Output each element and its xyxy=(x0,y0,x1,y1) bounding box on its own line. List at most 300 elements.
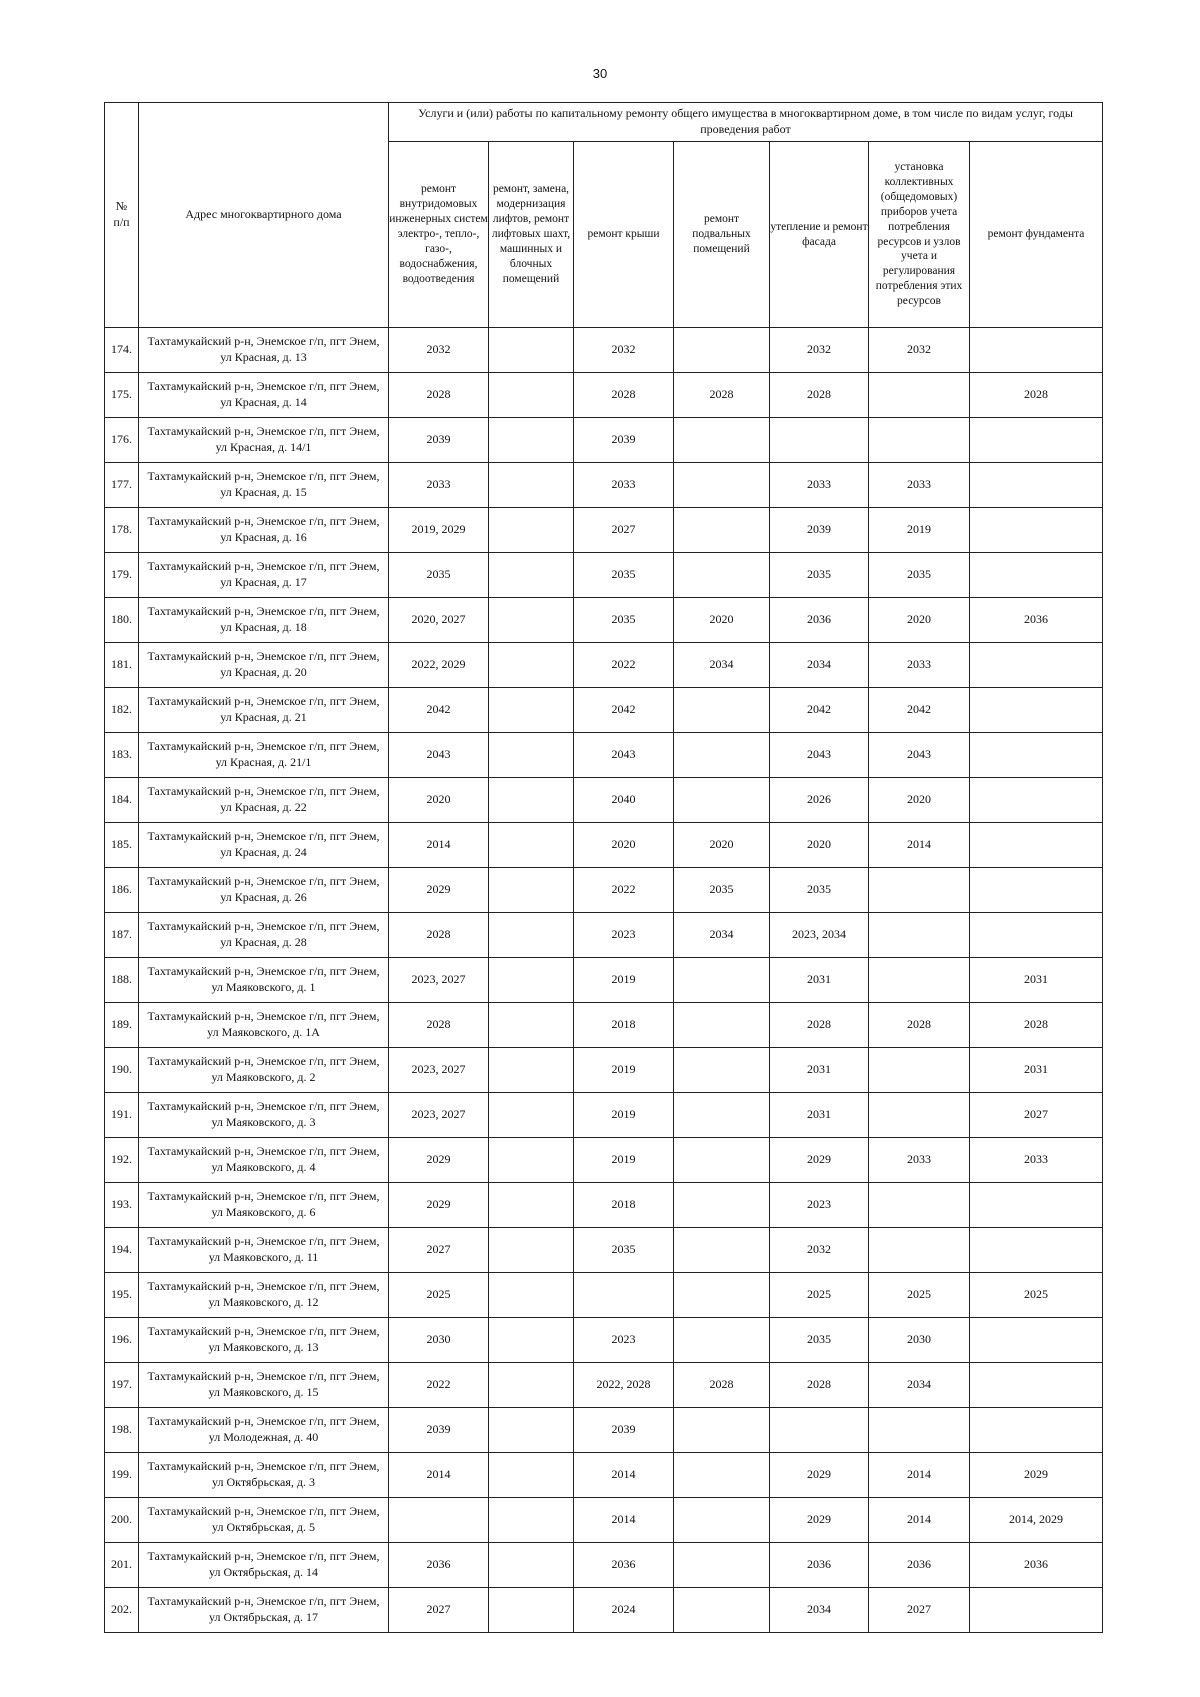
cell-foundation xyxy=(970,553,1103,598)
table-row xyxy=(105,733,1103,778)
cell-elevators xyxy=(489,1003,574,1048)
cell-meters: 2020 xyxy=(869,598,970,643)
address-line-street: ул Красная, д. 15 xyxy=(220,485,307,499)
cell-foundation xyxy=(970,1228,1103,1273)
cell-engineering-systems: 2029 xyxy=(389,1138,489,1183)
row-address xyxy=(139,418,389,463)
cell-facade: 2028 xyxy=(770,1363,869,1408)
cell-basement xyxy=(674,1048,770,1093)
cell-meters: 2019 xyxy=(869,508,970,553)
cell-elevators xyxy=(489,1183,574,1228)
address-line-district: Тахтамукайский р-н, Энемское г/п, пгт Энем, xyxy=(147,1414,380,1429)
address-line-district: Тахтамукайский р-н, Энемское г/п, пгт Энем, xyxy=(147,1369,380,1384)
column-header-foundation: ремонт фундамента xyxy=(970,142,1103,328)
cell-roof: 2040 xyxy=(574,778,674,823)
address-line-district: Тахтамукайский р-н, Энемское г/п, пгт Энем, xyxy=(147,1459,380,1474)
address-line-street: ул Красная, д. 28 xyxy=(220,935,307,949)
cell-roof: 2027 xyxy=(574,508,674,553)
cell-meters: 2014 xyxy=(869,1498,970,1543)
cell-facade: 2032 xyxy=(770,328,869,373)
row-number: 185. xyxy=(105,823,139,868)
cell-elevators xyxy=(489,733,574,778)
cell-meters: 2014 xyxy=(869,823,970,868)
address-line-street: ул Октябрьская, д. 17 xyxy=(209,1610,318,1624)
cell-engineering-systems: 2029 xyxy=(389,868,489,913)
address-line-district: Тахтамукайский р-н, Энемское г/п, пгт Энем, xyxy=(147,1144,380,1159)
cell-foundation xyxy=(970,643,1103,688)
column-header-roof: ремонт крыши xyxy=(574,142,674,328)
cell-basement xyxy=(674,1453,770,1498)
cell-roof: 2035 xyxy=(574,553,674,598)
row-address xyxy=(139,1453,389,1498)
cell-facade: 2035 xyxy=(770,868,869,913)
cell-meters xyxy=(869,373,970,418)
cell-foundation xyxy=(970,1183,1103,1228)
cell-basement xyxy=(674,418,770,463)
cell-foundation: 2031 xyxy=(970,958,1103,1003)
row-address xyxy=(139,1093,389,1138)
cell-elevators xyxy=(489,1273,574,1318)
cell-meters: 2035 xyxy=(869,553,970,598)
address-line-street: ул Красная, д. 16 xyxy=(220,530,307,544)
cell-roof: 2039 xyxy=(574,418,674,463)
cell-facade: 2029 xyxy=(770,1498,869,1543)
address-line-district: Тахтамукайский р-н, Энемское г/п, пгт Энем, xyxy=(147,1009,380,1024)
row-number: 193. xyxy=(105,1183,139,1228)
cell-meters: 2014 xyxy=(869,1453,970,1498)
table-row xyxy=(105,1543,1103,1588)
address-line-street: ул Маяковского, д. 2 xyxy=(211,1070,316,1084)
cell-roof: 2019 xyxy=(574,1048,674,1093)
cell-foundation xyxy=(970,1363,1103,1408)
column-header-basement: ремонт подвальных помещений xyxy=(674,142,770,328)
address-line-district: Тахтамукайский р-н, Энемское г/п, пгт Энем, xyxy=(147,649,380,664)
cell-basement: 2034 xyxy=(674,913,770,958)
cell-basement xyxy=(674,1183,770,1228)
address-line-street: ул Красная, д. 18 xyxy=(220,620,307,634)
address-line-street: ул Красная, д. 20 xyxy=(220,665,307,679)
cell-foundation xyxy=(970,1318,1103,1363)
cell-basement xyxy=(674,1273,770,1318)
cell-roof: 2022 xyxy=(574,643,674,688)
row-number: 179. xyxy=(105,553,139,598)
cell-facade: 2034 xyxy=(770,1588,869,1633)
cell-foundation xyxy=(970,418,1103,463)
cell-foundation: 2031 xyxy=(970,1048,1103,1093)
cell-facade: 2020 xyxy=(770,823,869,868)
address-line-district: Тахтамукайский р-н, Энемское г/п, пгт Энем, xyxy=(147,424,380,439)
cell-basement: 2020 xyxy=(674,598,770,643)
row-address xyxy=(139,1048,389,1093)
cell-facade: 2036 xyxy=(770,598,869,643)
address-line-district: Тахтамукайский р-н, Энемское г/п, пгт Энем, xyxy=(147,559,380,574)
cell-basement xyxy=(674,1408,770,1453)
cell-basement xyxy=(674,553,770,598)
cell-facade: 2023 xyxy=(770,1183,869,1228)
cell-meters: 2025 xyxy=(869,1273,970,1318)
cell-foundation: 2033 xyxy=(970,1138,1103,1183)
cell-engineering-systems: 2014 xyxy=(389,1453,489,1498)
table-row xyxy=(105,868,1103,913)
cell-facade: 2029 xyxy=(770,1453,869,1498)
cell-meters xyxy=(869,958,970,1003)
row-address xyxy=(139,1228,389,1273)
address-line-district: Тахтамукайский р-н, Энемское г/п, пгт Энем, xyxy=(147,604,380,619)
cell-engineering-systems: 2020, 2027 xyxy=(389,598,489,643)
address-line-street: ул Красная, д. 22 xyxy=(220,800,307,814)
address-line-district: Тахтамукайский р-н, Энемское г/п, пгт Энем, xyxy=(147,334,380,349)
cell-facade: 2026 xyxy=(770,778,869,823)
cell-elevators xyxy=(489,1318,574,1363)
table-row xyxy=(105,1228,1103,1273)
cell-roof: 2033 xyxy=(574,463,674,508)
cell-meters: 2042 xyxy=(869,688,970,733)
row-number: 178. xyxy=(105,508,139,553)
table-header xyxy=(105,103,1103,328)
row-number: 190. xyxy=(105,1048,139,1093)
address-line-street: ул Красная, д. 21 xyxy=(220,710,307,724)
address-line-district: Тахтамукайский р-н, Энемское г/п, пгт Энем, xyxy=(147,694,380,709)
table-row xyxy=(105,1408,1103,1453)
table-row xyxy=(105,418,1103,463)
table-row xyxy=(105,1588,1103,1633)
cell-facade xyxy=(770,1408,869,1453)
cell-facade xyxy=(770,418,869,463)
cell-basement xyxy=(674,1498,770,1543)
row-address xyxy=(139,328,389,373)
cell-foundation xyxy=(970,1588,1103,1633)
cell-meters xyxy=(869,418,970,463)
cell-engineering-systems: 2023, 2027 xyxy=(389,1048,489,1093)
cell-roof: 2032 xyxy=(574,328,674,373)
cell-meters xyxy=(869,1093,970,1138)
address-line-street: ул Маяковского, д. 15 xyxy=(208,1385,319,1399)
cell-engineering-systems: 2022, 2029 xyxy=(389,643,489,688)
row-address xyxy=(139,598,389,643)
cell-meters: 2032 xyxy=(869,328,970,373)
table-row xyxy=(105,1498,1103,1543)
table-row xyxy=(105,1093,1103,1138)
cell-meters xyxy=(869,1048,970,1093)
row-address xyxy=(139,778,389,823)
row-number: 195. xyxy=(105,1273,139,1318)
cell-meters xyxy=(869,913,970,958)
address-line-street: ул Маяковского, д. 1А xyxy=(207,1025,320,1039)
column-header-elevators: ремонт, замена, модернизация лифтов, ремонт лифтовых шахт, машинных и блочных помещений xyxy=(489,142,574,328)
table-row xyxy=(105,958,1103,1003)
cell-basement xyxy=(674,1228,770,1273)
row-address xyxy=(139,823,389,868)
table-row xyxy=(105,1453,1103,1498)
address-line-street: ул Красная, д. 24 xyxy=(220,845,307,859)
cell-facade: 2042 xyxy=(770,688,869,733)
row-address xyxy=(139,1363,389,1408)
cell-foundation xyxy=(970,508,1103,553)
cell-roof: 2019 xyxy=(574,1093,674,1138)
cell-roof: 2024 xyxy=(574,1588,674,1633)
cell-foundation: 2028 xyxy=(970,373,1103,418)
cell-basement xyxy=(674,778,770,823)
cell-roof: 2022, 2028 xyxy=(574,1363,674,1408)
cell-engineering-systems: 2027 xyxy=(389,1588,489,1633)
cell-roof: 2036 xyxy=(574,1543,674,1588)
cell-foundation: 2027 xyxy=(970,1093,1103,1138)
cell-meters xyxy=(869,1408,970,1453)
cell-roof: 2020 xyxy=(574,823,674,868)
cell-facade: 2036 xyxy=(770,1543,869,1588)
cell-roof: 2014 xyxy=(574,1498,674,1543)
table-row xyxy=(105,463,1103,508)
table-row xyxy=(105,328,1103,373)
cell-facade: 2032 xyxy=(770,1228,869,1273)
cell-meters: 2028 xyxy=(869,1003,970,1048)
row-address xyxy=(139,1318,389,1363)
cell-roof xyxy=(574,1273,674,1318)
column-header-engineering-systems: ремонт внутридомовых инженерных систем электро-, тепло-, газо-, водоснабжения, водоотведения xyxy=(389,142,489,328)
cell-meters xyxy=(869,1183,970,1228)
table-row xyxy=(105,598,1103,643)
cell-engineering-systems: 2014 xyxy=(389,823,489,868)
cell-facade: 2043 xyxy=(770,733,869,778)
address-line-district: Тахтамукайский р-н, Энемское г/п, пгт Энем, xyxy=(147,1594,380,1609)
cell-roof: 2023 xyxy=(574,913,674,958)
cell-meters: 2027 xyxy=(869,1588,970,1633)
table-row xyxy=(105,1363,1103,1408)
row-address xyxy=(139,1498,389,1543)
address-line-district: Тахтамукайский р-н, Энемское г/п, пгт Энем, xyxy=(147,1324,380,1339)
table-row xyxy=(105,1048,1103,1093)
cell-foundation: 2029 xyxy=(970,1453,1103,1498)
cell-elevators xyxy=(489,913,574,958)
address-line-district: Тахтамукайский р-н, Энемское г/п, пгт Энем, xyxy=(147,964,380,979)
cell-elevators xyxy=(489,1543,574,1588)
cell-roof: 2023 xyxy=(574,1318,674,1363)
address-line-street: ул Маяковского, д. 6 xyxy=(211,1205,316,1219)
address-line-street: ул Октябрьская, д. 3 xyxy=(212,1475,315,1489)
cell-elevators xyxy=(489,688,574,733)
cell-engineering-systems: 2033 xyxy=(389,463,489,508)
cell-meters: 2020 xyxy=(869,778,970,823)
address-line-district: Тахтамукайский р-н, Энемское г/п, пгт Энем, xyxy=(147,1279,380,1294)
cell-elevators xyxy=(489,598,574,643)
row-number: 180. xyxy=(105,598,139,643)
table-row xyxy=(105,1273,1103,1318)
table-row xyxy=(105,1138,1103,1183)
cell-roof: 2043 xyxy=(574,733,674,778)
address-line-street: ул Октябрьская, д. 14 xyxy=(209,1565,318,1579)
cell-basement xyxy=(674,1138,770,1183)
cell-basement: 2020 xyxy=(674,823,770,868)
cell-elevators xyxy=(489,418,574,463)
row-number: 188. xyxy=(105,958,139,1003)
cell-facade: 2028 xyxy=(770,1003,869,1048)
cell-facade: 2031 xyxy=(770,1048,869,1093)
row-number: 174. xyxy=(105,328,139,373)
cell-foundation: 2036 xyxy=(970,1543,1103,1588)
row-address xyxy=(139,1588,389,1633)
cell-roof: 2028 xyxy=(574,373,674,418)
column-header-meters: установка коллективных (общедомовых) приборов учета потребления ресурсов и узлов учета и регулирования потребления этих ресурсов xyxy=(869,142,970,328)
cell-foundation: 2014, 2029 xyxy=(970,1498,1103,1543)
cell-roof: 2022 xyxy=(574,868,674,913)
cell-engineering-systems: 2028 xyxy=(389,913,489,958)
cell-basement xyxy=(674,328,770,373)
cell-elevators xyxy=(489,1408,574,1453)
address-line-district: Тахтамукайский р-н, Энемское г/п, пгт Энем, xyxy=(147,874,380,889)
capital-repair-table xyxy=(104,102,1103,1633)
address-line-district: Тахтамукайский р-н, Энемское г/п, пгт Энем, xyxy=(147,469,380,484)
row-address xyxy=(139,1003,389,1048)
cell-elevators xyxy=(489,643,574,688)
address-line-district: Тахтамукайский р-н, Энемское г/п, пгт Энем, xyxy=(147,379,380,394)
cell-engineering-systems xyxy=(389,1498,489,1543)
cell-facade: 2028 xyxy=(770,373,869,418)
number-column-header xyxy=(105,103,139,328)
table-body xyxy=(105,328,1103,1633)
cell-roof: 2042 xyxy=(574,688,674,733)
address-line-street: ул Маяковского, д. 12 xyxy=(208,1295,319,1309)
address-line-district: Тахтамукайский р-н, Энемское г/п, пгт Энем, xyxy=(147,1054,380,1069)
row-number: 194. xyxy=(105,1228,139,1273)
cell-basement xyxy=(674,1543,770,1588)
cell-engineering-systems: 2030 xyxy=(389,1318,489,1363)
cell-engineering-systems: 2023, 2027 xyxy=(389,958,489,1003)
cell-facade: 2029 xyxy=(770,1138,869,1183)
cell-meters: 2034 xyxy=(869,1363,970,1408)
cell-elevators xyxy=(489,823,574,868)
address-line-district: Тахтамукайский р-н, Энемское г/п, пгт Энем, xyxy=(147,1099,380,1114)
cell-foundation xyxy=(970,688,1103,733)
row-address xyxy=(139,958,389,1003)
cell-basement xyxy=(674,688,770,733)
table-row xyxy=(105,823,1103,868)
cell-basement xyxy=(674,1003,770,1048)
table-row xyxy=(105,553,1103,598)
table-row xyxy=(105,778,1103,823)
cell-engineering-systems: 2039 xyxy=(389,1408,489,1453)
row-address xyxy=(139,1273,389,1318)
address-line-district: Тахтамукайский р-н, Энемское г/п, пгт Энем, xyxy=(147,784,380,799)
cell-foundation xyxy=(970,1408,1103,1453)
row-number: 184. xyxy=(105,778,139,823)
cell-elevators xyxy=(489,553,574,598)
address-line-district: Тахтамукайский р-н, Энемское г/п, пгт Энем, xyxy=(147,919,380,934)
cell-meters: 2036 xyxy=(869,1543,970,1588)
row-number: 199. xyxy=(105,1453,139,1498)
cell-engineering-systems: 2036 xyxy=(389,1543,489,1588)
row-number: 186. xyxy=(105,868,139,913)
row-number: 192. xyxy=(105,1138,139,1183)
cell-basement xyxy=(674,733,770,778)
cell-elevators xyxy=(489,1498,574,1543)
cell-meters xyxy=(869,1228,970,1273)
cell-facade: 2034 xyxy=(770,643,869,688)
cell-meters: 2033 xyxy=(869,463,970,508)
cell-foundation xyxy=(970,733,1103,778)
address-line-street: ул Маяковского, д. 4 xyxy=(211,1160,316,1174)
cell-elevators xyxy=(489,1588,574,1633)
cell-basement: 2035 xyxy=(674,868,770,913)
cell-basement xyxy=(674,1093,770,1138)
row-number: 201. xyxy=(105,1543,139,1588)
row-number: 200. xyxy=(105,1498,139,1543)
row-number: 196. xyxy=(105,1318,139,1363)
cell-foundation xyxy=(970,328,1103,373)
cell-engineering-systems: 2028 xyxy=(389,1003,489,1048)
address-line-street: ул Маяковского, д. 11 xyxy=(208,1250,319,1264)
cell-meters: 2033 xyxy=(869,1138,970,1183)
table-row xyxy=(105,688,1103,733)
row-address xyxy=(139,643,389,688)
cell-elevators xyxy=(489,508,574,553)
address-line-street: ул Красная, д. 17 xyxy=(220,575,307,589)
cell-elevators xyxy=(489,328,574,373)
cell-foundation xyxy=(970,778,1103,823)
cell-engineering-systems: 2043 xyxy=(389,733,489,778)
address-line-district: Тахтамукайский р-н, Энемское г/п, пгт Энем, xyxy=(147,1189,380,1204)
cell-foundation xyxy=(970,913,1103,958)
cell-basement: 2034 xyxy=(674,643,770,688)
cell-meters: 2043 xyxy=(869,733,970,778)
row-number: 198. xyxy=(105,1408,139,1453)
cell-engineering-systems: 2022 xyxy=(389,1363,489,1408)
address-line-street: ул Красная, д. 21/1 xyxy=(215,755,312,769)
cell-roof: 2035 xyxy=(574,598,674,643)
address-line-street: ул Маяковского, д. 3 xyxy=(211,1115,316,1129)
table-row xyxy=(105,1183,1103,1228)
cell-elevators xyxy=(489,373,574,418)
cell-foundation xyxy=(970,823,1103,868)
cell-roof: 2018 xyxy=(574,1003,674,1048)
row-number: 187. xyxy=(105,913,139,958)
cell-elevators xyxy=(489,1228,574,1273)
row-address xyxy=(139,688,389,733)
row-address xyxy=(139,1408,389,1453)
cell-basement xyxy=(674,508,770,553)
cell-roof: 2019 xyxy=(574,1138,674,1183)
cell-engineering-systems: 2019, 2029 xyxy=(389,508,489,553)
cell-basement xyxy=(674,1588,770,1633)
cell-roof: 2019 xyxy=(574,958,674,1003)
address-column-header: Адрес многоквартирного дома xyxy=(139,103,389,328)
cell-elevators xyxy=(489,1453,574,1498)
row-address xyxy=(139,1138,389,1183)
row-address xyxy=(139,1183,389,1228)
table-row xyxy=(105,913,1103,958)
page-number: 30 xyxy=(592,66,608,81)
address-line-street: ул Красная, д. 13 xyxy=(220,350,307,364)
cell-elevators xyxy=(489,1138,574,1183)
cell-basement xyxy=(674,1318,770,1363)
address-line-street: ул Молодежная, д. 40 xyxy=(208,1430,319,1444)
address-line-street: ул Маяковского, д. 1 xyxy=(211,980,316,994)
cell-engineering-systems: 2032 xyxy=(389,328,489,373)
cell-basement xyxy=(674,463,770,508)
cell-facade: 2025 xyxy=(770,1273,869,1318)
row-address xyxy=(139,913,389,958)
cell-roof: 2018 xyxy=(574,1183,674,1228)
cell-facade: 2031 xyxy=(770,1093,869,1138)
row-address xyxy=(139,508,389,553)
row-number: 182. xyxy=(105,688,139,733)
cell-engineering-systems: 2025 xyxy=(389,1273,489,1318)
cell-foundation xyxy=(970,868,1103,913)
cell-elevators xyxy=(489,1093,574,1138)
table-row xyxy=(105,1318,1103,1363)
row-address xyxy=(139,553,389,598)
cell-meters: 2033 xyxy=(869,643,970,688)
cell-basement: 2028 xyxy=(674,1363,770,1408)
